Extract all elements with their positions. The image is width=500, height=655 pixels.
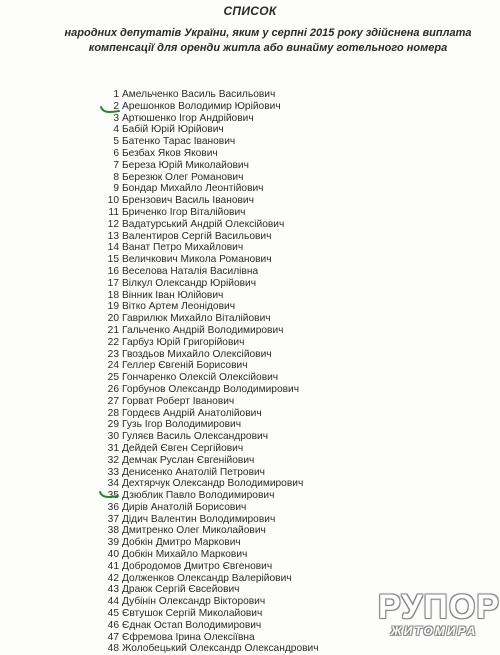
deputy-name: Арешонков Володимир Юрійович [122, 100, 281, 112]
item-number: 8 [113, 171, 119, 183]
list-item [100, 608, 400, 620]
deputy-name: Брензович Василь Іванович [122, 195, 254, 207]
list-item [100, 408, 400, 420]
deputy-name: Геллер Євгеній Борисович [122, 360, 248, 372]
list-item [100, 537, 400, 549]
item-number: 19 [107, 301, 119, 313]
item-number: 39 [107, 537, 119, 549]
list-item [100, 596, 400, 608]
list-item [100, 349, 400, 361]
item-number: 1 [113, 89, 119, 100]
deputy-name: Добродомов Дмитро Євгенович [122, 560, 273, 572]
list-item [100, 514, 400, 526]
item-number: 11 [108, 206, 119, 218]
item-number: 47 [107, 631, 119, 643]
list-item [100, 89, 400, 101]
list-item [100, 136, 400, 148]
list-item [100, 160, 400, 172]
item-number: 30 [107, 431, 119, 443]
list-item [100, 195, 400, 207]
item-number: 10 [107, 195, 119, 207]
item-number: 20 [107, 313, 119, 325]
deputy-name: Батенко Тарас Іванович [122, 136, 236, 148]
item-number: 26 [107, 383, 119, 395]
list-item [100, 219, 400, 231]
deputy-name: Добкін Михайло Маркович [122, 549, 248, 561]
subtitle-line-1: народних депутатів України, яким у серпні 2015 року здійснена виплата [64, 27, 472, 39]
item-number: 3 [113, 112, 119, 124]
item-number: 9 [113, 183, 119, 195]
deputy-name: Єфремова Ірина Олексіївна [122, 631, 255, 643]
green-checkmark-icon [98, 100, 122, 114]
item-number: 7 [113, 159, 119, 171]
item-number: 36 [107, 501, 119, 513]
deputy-name: Величкович Микола Романович [122, 254, 272, 266]
document-subtitle [58, 26, 478, 56]
deputy-name: Вадатурський Андрій Олексійович [122, 218, 285, 230]
deputy-name: Гаврилюк Михайло Віталійович [122, 313, 271, 325]
deputy-name: Гончаренко Олексій Олексійович [122, 372, 279, 384]
item-number: 12 [107, 218, 119, 230]
list-item [100, 561, 400, 573]
deputy-name: Жолобецький Олександр Олександрович [122, 643, 319, 655]
item-number: 41 [107, 560, 119, 572]
deputy-name: Дубінін Олександр Вікторович [122, 596, 266, 608]
deputy-name: Веселова Наталія Василівна [122, 265, 259, 277]
watermark-subtitle: ЖИТОМИРА [390, 624, 478, 638]
list-item [100, 360, 400, 372]
deputy-name: Демчак Руслан Євгенійович [122, 454, 255, 466]
list-item [100, 242, 400, 254]
watermark-title: РУПОР [378, 588, 500, 626]
deputy-name: Амельченко Василь Васильович [122, 89, 276, 100]
deputy-name: Артюшенко Ігор Андрійович [122, 112, 254, 124]
item-number: 6 [113, 147, 119, 159]
deputy-name: Горбунов Олександр Володимирович [122, 383, 300, 395]
list-item [100, 573, 400, 585]
deputy-name: Вілкул Олександр Юрійович [122, 277, 257, 289]
list-item [100, 584, 400, 596]
deputy-name: Ванат Петро Михайлович [122, 242, 244, 254]
item-number: 23 [107, 348, 119, 360]
item-number: 38 [107, 525, 119, 537]
deputy-name: Гузь Ігор Володимирович [122, 419, 242, 431]
watermark-logo [378, 588, 500, 644]
item-number: 25 [107, 372, 119, 384]
list-item [100, 183, 400, 195]
deputy-name: Дирів Анатолій Борисович [122, 501, 247, 513]
deputy-name: Вінник Іван Юлійович [122, 289, 224, 301]
deputy-name: Єднак Остап Володимирович [122, 619, 262, 631]
deputy-name: Дмитренко Олег Миколайович [122, 525, 266, 537]
deputy-name: Валентиров Сергій Васильович [122, 230, 272, 242]
list-item [100, 396, 400, 408]
list-item [100, 549, 400, 561]
deputy-name: Євтушок Сергій Миколайович [122, 608, 263, 620]
list-item [100, 384, 400, 396]
list-item [100, 278, 400, 290]
item-number: 44 [107, 596, 119, 608]
item-number: 40 [107, 549, 119, 561]
green-checkmark-icon [97, 485, 121, 499]
deputy-name: Гуляєв Василь Олександрович [122, 431, 268, 443]
deputy-name: Денисенко Анатолій Петрович [122, 466, 265, 478]
deputy-name: Дехтярчук Олександр Володимирович [122, 478, 304, 490]
list-item [100, 148, 400, 160]
item-number: 32 [107, 454, 119, 466]
deputy-name: Горват Роберт Іванович [122, 395, 235, 407]
deputy-name: Береза Юрій Миколайович [122, 159, 249, 171]
list-item [100, 419, 400, 431]
item-number: 27 [107, 395, 119, 407]
list-item [100, 337, 400, 349]
item-number: 18 [107, 289, 119, 301]
list-item [100, 301, 400, 313]
list-item [100, 502, 400, 514]
list-item [100, 467, 400, 479]
item-number: 48 [107, 643, 119, 655]
item-number: 5 [113, 136, 119, 148]
item-number: 46 [107, 619, 119, 631]
list-item [100, 290, 400, 302]
deputy-name: Гарбуз Юрій Григорійович [122, 336, 245, 348]
list-item [100, 455, 400, 467]
item-number: 43 [107, 584, 119, 596]
item-number: 45 [107, 608, 119, 620]
deputy-name: Дейдей Євген Сергійович [122, 442, 244, 454]
list-item [100, 620, 400, 632]
deputy-name: Березюк Олег Романович [122, 171, 244, 183]
item-number: 37 [107, 513, 119, 525]
item-number: 21 [107, 324, 119, 336]
list-item [100, 632, 400, 644]
deputy-name: Дзюблик Павло Володимирович [122, 490, 275, 502]
list-item [100, 266, 400, 278]
item-number: 16 [107, 265, 119, 277]
list-item [100, 490, 400, 502]
item-number: 15 [107, 254, 119, 266]
list-item [100, 325, 400, 337]
list-item [100, 313, 400, 325]
list-item [100, 207, 400, 219]
deputy-name: Бриченко Ігор Віталійович [122, 206, 246, 218]
item-number: 33 [107, 466, 119, 478]
deputy-name: Гальченко Андрій Володимирович [122, 324, 284, 336]
list-item [100, 443, 400, 455]
item-number: 22 [107, 336, 119, 348]
item-number: 13 [107, 230, 119, 242]
list-item [100, 113, 400, 125]
deputy-name: Дідич Валентин Володимирович [122, 513, 276, 525]
item-number: 17 [107, 277, 119, 289]
item-number: 14 [107, 242, 119, 254]
list-item [100, 101, 400, 113]
list-item [100, 525, 400, 537]
list-item [100, 231, 400, 243]
item-number: 31 [107, 442, 119, 454]
item-number: 35 [107, 490, 119, 502]
item-number: 34 [107, 478, 119, 490]
deputy-list [100, 89, 400, 655]
deputy-name: Безбах Яков Якович [122, 147, 218, 159]
deputy-name: Вітко Артем Леонідович [122, 301, 236, 313]
deputy-name: Бондар Михайло Леонтійович [122, 183, 264, 195]
item-number: 2 [113, 100, 119, 112]
item-number: 29 [107, 419, 119, 431]
list-item [100, 431, 400, 443]
deputy-name: Бабій Юрій Юрійович [122, 124, 224, 136]
list-item [100, 172, 400, 184]
deputy-name: Драюк Сергій Євсейович [122, 584, 240, 596]
item-number: 24 [107, 360, 119, 372]
item-number: 28 [107, 407, 119, 419]
document-title: СПИСОК [223, 4, 277, 18]
deputy-name: Добкін Дмитро Маркович [122, 537, 241, 549]
list-item [100, 478, 400, 490]
list-item [100, 372, 400, 384]
subtitle-line-2: компенсації для оренди житла або винайму готельного номера [88, 42, 448, 54]
list-item [100, 254, 400, 266]
list-item [100, 124, 400, 136]
deputy-name: Гордеєв Андрій Анатолійович [122, 407, 262, 419]
deputy-name: Гвоздьов Михайло Олексійович [122, 348, 272, 360]
item-number: 4 [113, 124, 119, 136]
deputy-name: Долженков Олександр Валерійович [122, 572, 292, 584]
list-item [100, 643, 400, 655]
item-number: 42 [107, 572, 119, 584]
